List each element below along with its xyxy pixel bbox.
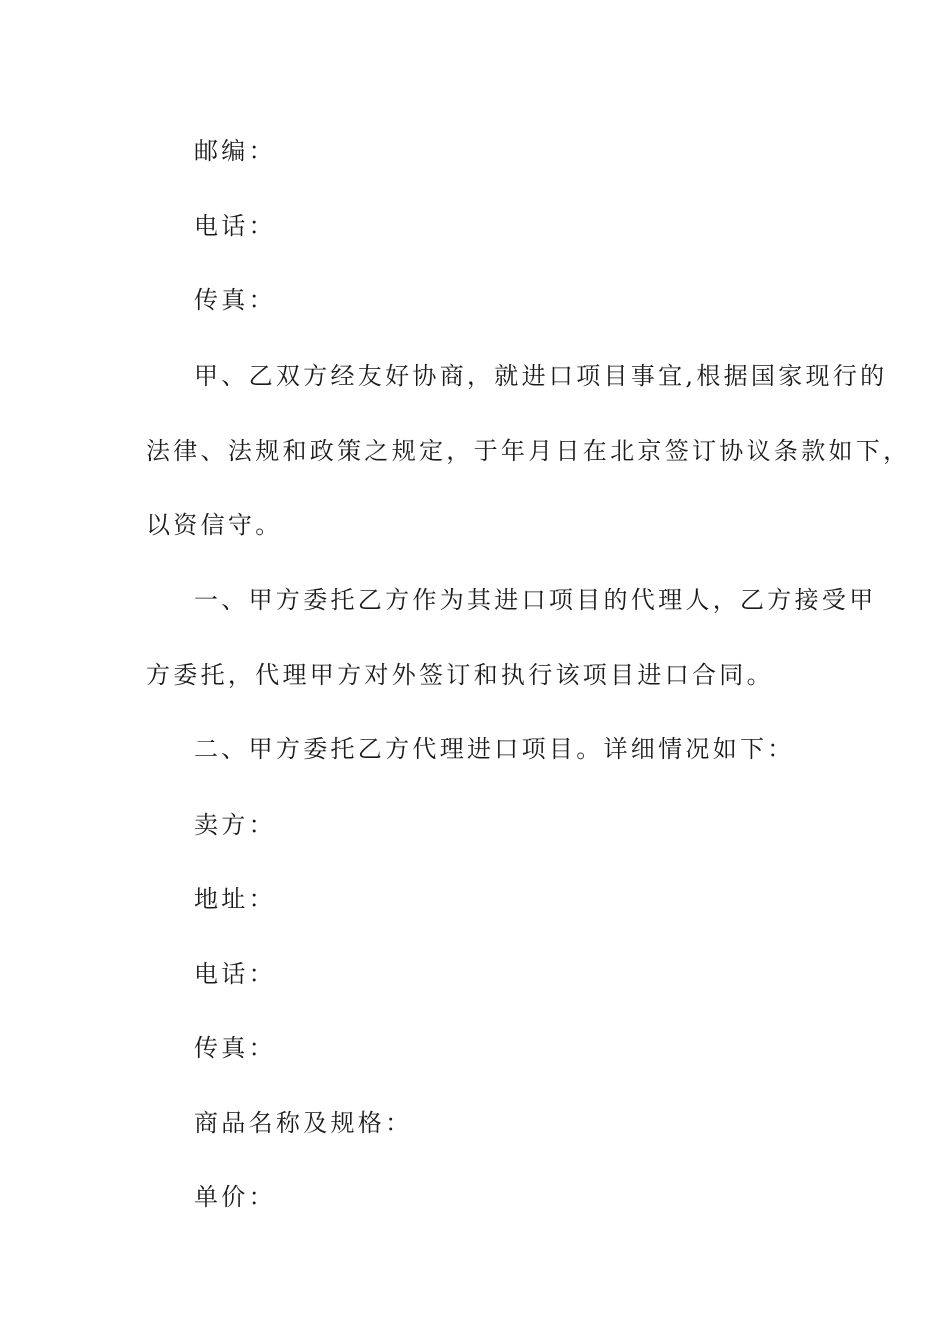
product-name-spec-label: 商品名称及规格： [194,1109,413,1137]
fax-label: 传真： [194,286,276,314]
phone-label: 电话： [194,212,276,240]
intro-paragraph-line-1: 甲、乙双方经友好协商，就进口项目事宜,根据国家现行的 [194,362,888,390]
intro-paragraph-line-3: 以资信守。 [146,511,283,539]
clause-one-line-1: 一、甲方委托乙方作为其进口项目的代理人，乙方接受甲 [194,586,877,614]
seller-label: 卖方： [194,811,276,839]
clause-two-line-1: 二、甲方委托乙方代理进口项目。详细情况如下： [194,735,795,763]
postcode-label: 邮编： [194,137,276,165]
clause-one-line-2: 方委托，代理甲方对外签订和执行该项目进口合同。 [146,661,774,689]
seller-fax-label: 传真： [194,1034,276,1062]
address-label: 地址： [194,885,276,913]
seller-phone-label: 电话： [194,960,276,988]
unit-price-label: 单价： [194,1183,276,1211]
intro-paragraph-line-2: 法律、法规和政策之规定，于年月日在北京签订协议条款如下， [146,437,911,465]
